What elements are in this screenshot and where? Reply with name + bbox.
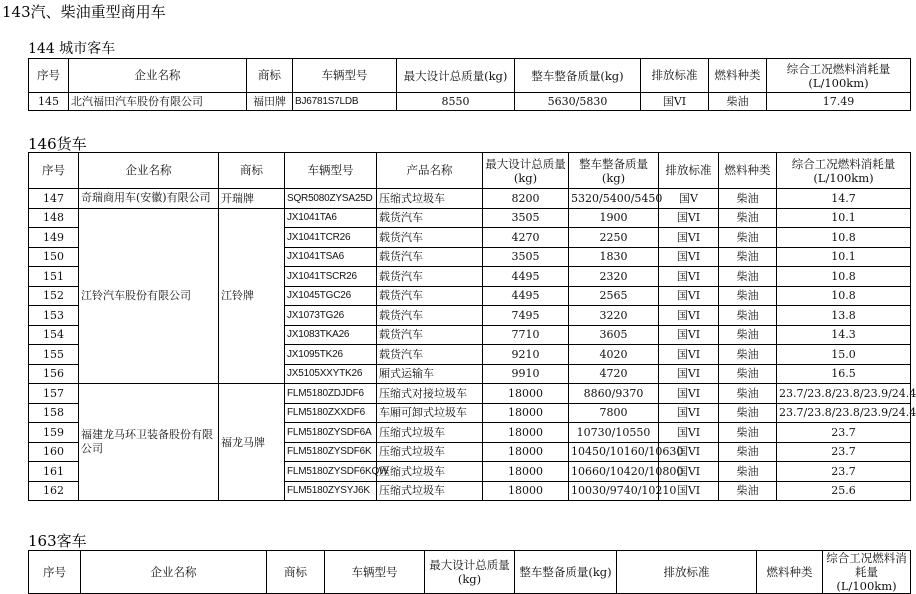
cell-model: JX1083TKA26 [285,325,377,345]
cell-fuel: 柴油 [719,481,777,501]
cell-max-mass: 4495 [483,286,569,306]
cell-no: 150 [29,247,79,267]
cell-fuel: 柴油 [719,267,777,287]
cell-fuel: 柴油 [719,189,777,209]
cell-no: 157 [29,384,79,404]
cell-emission: 国VI [659,247,719,267]
cell-no: 155 [29,345,79,365]
cell-no: 154 [29,325,79,345]
cell-emission: 国VI [659,442,719,462]
cell-max-mass: 8200 [483,189,569,209]
cell-product: 压缩式对接垃圾车 [377,384,483,404]
header-company: 企业名称 [69,59,247,93]
cell-max-mass: 18000 [483,442,569,462]
cell-no: 153 [29,306,79,326]
cell-model: FLM5180ZYSDF6K [285,442,377,462]
cell-consumption: 23.7 [777,442,911,462]
cell-max-mass: 18000 [483,481,569,501]
cell-no: 151 [29,267,79,287]
cell-max-mass: 7495 [483,306,569,326]
cell-emission: 国VI [659,364,719,384]
cell-model: SQR5080ZYSA25D [285,189,377,209]
cell-consumption: 10.8 [777,267,911,287]
cell-brand: 江铃牌 [219,208,285,384]
cell-emission: 国VI [641,93,709,111]
cell-no: 158 [29,403,79,423]
cell-max-mass: 8550 [397,93,515,111]
cell-consumption: 23.7 [777,462,911,482]
cell-fuel: 柴油 [719,286,777,306]
header-consumption: 综合工况燃料消耗量(L/100km) [823,551,911,594]
cell-emission: 国VI [659,481,719,501]
cell-product: 载货汽车 [377,247,483,267]
cell-fuel: 柴油 [719,306,777,326]
cell-curb-mass: 2565 [569,286,659,306]
cell-fuel: 柴油 [719,364,777,384]
cell-model: FLM5180ZXXDF6 [285,403,377,423]
cell-product: 载货汽车 [377,325,483,345]
cell-curb-mass: 1830 [569,247,659,267]
cell-consumption: 23.7/23.8/23.8/23.9/24.4 [777,403,911,423]
table-row [29,384,911,404]
header-model: 车辆型号 [293,59,397,93]
header-company: 企业名称 [79,153,219,189]
cell-consumption: 23.7 [777,423,911,443]
cell-curb-mass: 10030/9740/10210 [569,481,659,501]
truck-table [28,152,916,501]
cell-brand: 福田牌 [247,93,293,111]
cell-company: 江铃汽车股份有限公司 [79,208,219,384]
header-model: 车辆型号 [325,551,425,594]
cell-max-mass: 9210 [483,345,569,365]
header-max-mass: 最大设计总质量(kg) [483,153,569,189]
cell-fuel: 柴油 [719,462,777,482]
cell-consumption: 10.1 [777,208,911,228]
cell-fuel: 柴油 [719,442,777,462]
header-curb-mass: 整车整备质量(kg) [569,153,659,189]
cell-max-mass: 4495 [483,267,569,287]
cell-consumption: 10.8 [777,228,911,248]
cell-consumption: 16.5 [777,364,911,384]
cell-no: 147 [29,189,79,209]
cell-model: BJ6781S7LDB [293,93,397,111]
cell-product: 厢式运输车 [377,364,483,384]
cell-max-mass: 4270 [483,228,569,248]
cell-consumption: 23.7/23.8/23.8/23.9/24.4 [777,384,911,404]
cell-curb-mass: 3220 [569,306,659,326]
cell-curb-mass: 2320 [569,267,659,287]
cell-company: 福建龙马环卫装备股份有限公司 [79,384,219,501]
main-title: 143汽、柴油重型商用车 [2,3,166,21]
section-title-truck: 146货车 [28,135,87,153]
cell-fuel: 柴油 [719,384,777,404]
city-bus-table [28,58,911,111]
cell-company: 奇瑞商用车(安徽)有限公司 [79,189,219,209]
table-row [29,208,911,228]
header-emission: 排放标准 [659,153,719,189]
cell-product: 载货汽车 [377,345,483,365]
cell-product: 压缩式垃圾车 [377,423,483,443]
cell-model: JX1041TSCR26 [285,267,377,287]
cell-max-mass: 3505 [483,208,569,228]
header-no: 序号 [29,551,81,594]
cell-emission: 国VI [659,286,719,306]
cell-brand: 开瑞牌 [219,189,285,209]
cell-no: 148 [29,208,79,228]
cell-product: 压缩式垃圾车 [377,189,483,209]
cell-no: 152 [29,286,79,306]
header-brand: 商标 [219,153,285,189]
cell-model: JX1045TGC26 [285,286,377,306]
cell-emission: 国VI [659,462,719,482]
cell-model: FLM5180ZYSDF6A [285,423,377,443]
cell-fuel: 柴油 [719,247,777,267]
cell-consumption: 10.1 [777,247,911,267]
cell-model: FLM5180ZYSYJ6K [285,481,377,501]
cell-max-mass: 18000 [483,403,569,423]
section-title-city-bus: 144 城市客车 [28,41,116,57]
cell-curb-mass: 1900 [569,208,659,228]
cell-curb-mass: 10660/10420/10800 [569,462,659,482]
cell-fuel: 柴油 [719,423,777,443]
cell-curb-mass: 8860/9370 [569,384,659,404]
cell-no: 160 [29,442,79,462]
cell-consumption: 14.3 [777,325,911,345]
header-company: 企业名称 [81,551,267,594]
cell-model: JX1041TCR26 [285,228,377,248]
header-emission: 排放标准 [617,551,757,594]
cell-emission: 国VI [659,325,719,345]
cell-product: 载货汽车 [377,267,483,287]
cell-curb-mass: 3605 [569,325,659,345]
cell-fuel: 柴油 [719,325,777,345]
cell-product: 车厢可卸式垃圾车 [377,403,483,423]
cell-emission: 国V [659,189,719,209]
cell-model: FLM5180ZYSDF6KQW [285,462,377,482]
cell-curb-mass: 4020 [569,345,659,365]
cell-model: JX5105XXYTK26 [285,364,377,384]
cell-consumption: 15.0 [777,345,911,365]
cell-emission: 国VI [659,228,719,248]
cell-emission: 国VI [659,306,719,326]
cell-product: 压缩式垃圾车 [377,481,483,501]
cell-no: 159 [29,423,79,443]
cell-curb-mass: 4720 [569,364,659,384]
header-emission: 排放标准 [641,59,709,93]
cell-emission: 国VI [659,403,719,423]
cell-max-mass: 7710 [483,325,569,345]
cell-emission: 国VI [659,423,719,443]
header-max-mass: 最大设计总质量(kg) [397,59,515,93]
cell-consumption: 25.6 [777,481,911,501]
cell-model: JX1095TK26 [285,345,377,365]
header-brand: 商标 [247,59,293,93]
cell-max-mass: 18000 [483,384,569,404]
cell-brand: 福龙马牌 [219,384,285,501]
cell-fuel: 柴油 [719,345,777,365]
header-no: 序号 [29,59,69,93]
header-curb-mass: 整车整备质量(kg) [515,551,617,594]
header-no: 序号 [29,153,79,189]
cell-max-mass: 3505 [483,247,569,267]
cell-curb-mass: 5630/5830 [515,93,641,111]
cell-product: 载货汽车 [377,208,483,228]
cell-max-mass: 18000 [483,423,569,443]
cell-model: FLM5180ZDJDF6 [285,384,377,404]
cell-no: 161 [29,462,79,482]
cell-emission: 国VI [659,208,719,228]
cell-consumption: 10.8 [777,286,911,306]
header-max-mass: 最大设计总质量(kg) [425,551,515,594]
cell-product: 载货汽车 [377,228,483,248]
section-title-bus: 163客车 [28,532,87,550]
cell-max-mass: 18000 [483,462,569,482]
cell-no: 162 [29,481,79,501]
cell-product: 载货汽车 [377,306,483,326]
cell-model: JX1073TG26 [285,306,377,326]
cell-fuel: 柴油 [719,228,777,248]
cell-model: JX1041TSA6 [285,247,377,267]
cell-curb-mass: 10450/10160/10630 [569,442,659,462]
cell-emission: 国VI [659,267,719,287]
cell-max-mass: 9910 [483,364,569,384]
header-consumption: 综合工况燃料消耗量(L/100km) [777,153,911,189]
cell-company: 北汽福田汽车股份有限公司 [69,93,247,111]
cell-product: 载货汽车 [377,286,483,306]
cell-emission: 国VI [659,384,719,404]
cell-curb-mass: 10730/10550 [569,423,659,443]
cell-model: JX1041TA6 [285,208,377,228]
header-curb-mass: 整车整备质量(kg) [515,59,641,93]
cell-no: 145 [29,93,69,111]
cell-no: 156 [29,364,79,384]
cell-curb-mass: 7800 [569,403,659,423]
table-row [29,93,911,111]
cell-consumption: 14.7 [777,189,911,209]
cell-no: 149 [29,228,79,248]
cell-emission: 国VI [659,345,719,365]
cell-curb-mass: 2250 [569,228,659,248]
cell-product: 压缩式垃圾车 [377,442,483,462]
cell-fuel: 柴油 [719,208,777,228]
cell-fuel: 柴油 [709,93,767,111]
cell-consumption: 13.8 [777,306,911,326]
header-brand: 商标 [267,551,325,594]
header-product: 产品名称 [377,153,483,189]
bus-table [28,550,911,594]
header-fuel: 燃料种类 [719,153,777,189]
table-row [29,189,911,209]
header-fuel: 燃料种类 [757,551,823,594]
cell-product: 压缩式垃圾车 [377,462,483,482]
header-model: 车辆型号 [285,153,377,189]
cell-fuel: 柴油 [719,403,777,423]
header-fuel: 燃料种类 [709,59,767,93]
header-consumption: 综合工况燃料消耗量(L/100km) [767,59,911,93]
cell-consumption: 17.49 [767,93,911,111]
cell-curb-mass: 5320/5400/5450 [569,189,659,209]
